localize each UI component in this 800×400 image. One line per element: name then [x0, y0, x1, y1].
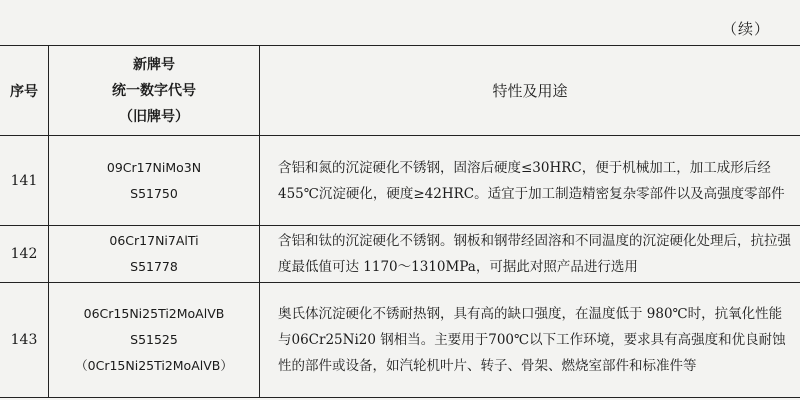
table-row [0, 226, 800, 283]
row-description: 含铝和钛的沉淀硬化不锈钢。钢板和钢带经固溶和不同温度的沉淀硬化处理后，抗拉强度最低值可达 1170～1310MPa，可据此对照产品进行选用 [260, 226, 800, 283]
grade-new: 09Cr17NiMo3N [106, 159, 202, 175]
row-description: 奥氏体沉淀硬化不锈耐热钢，具有高的缺口强度，在温度低于 980℃时，抗氧化性能与06Cr25Ni20 钢相当。主要用于700℃以下工作环境，要求具有高强度和优良耐蚀性的部件或设备，如汽轮机叶片、转子、骨架、燃烧室部件和标准件等 [260, 283, 800, 398]
grade-new: 06Cr17Ni7AlTi [109, 233, 199, 248]
row-grade [49, 283, 260, 398]
header-grade-old: （旧牌号） [119, 108, 189, 125]
header-serial-number: 序号 [0, 46, 49, 136]
grade-code: S51778 [130, 259, 178, 274]
row-number: 143 [0, 283, 49, 398]
grade-old: （0Cr15Ni25Ti2MoAlVB） [75, 358, 233, 373]
header-grade [49, 46, 260, 136]
row-description: 含铝和氮的沉淀硬化不锈钢，固溶后硬度≤30HRC，便于机械加工，加工成形后经455℃沉淀硬化，硬度≥42HRC。适宜于加工制造精密复杂零部件以及高强度零部件 [260, 136, 800, 226]
continued-label: （续） [721, 20, 770, 38]
grade-code: S51525 [130, 332, 178, 347]
table-row [0, 136, 800, 226]
grade-new: 06Cr15Ni25Ti2MoAlVB [83, 306, 225, 321]
grade-code: S51750 [130, 185, 178, 201]
header-properties-uses: 特性及用途 [260, 46, 800, 136]
row-number: 142 [0, 226, 49, 283]
row-grade [49, 226, 260, 283]
table-row [0, 283, 800, 398]
row-grade [49, 136, 260, 226]
header-grade-code: 统一数字代号 [112, 82, 196, 99]
steel-grade-table [0, 45, 800, 398]
table-header-row [0, 46, 800, 136]
header-grade-new: 新牌号 [133, 56, 175, 73]
row-number: 141 [0, 136, 49, 226]
